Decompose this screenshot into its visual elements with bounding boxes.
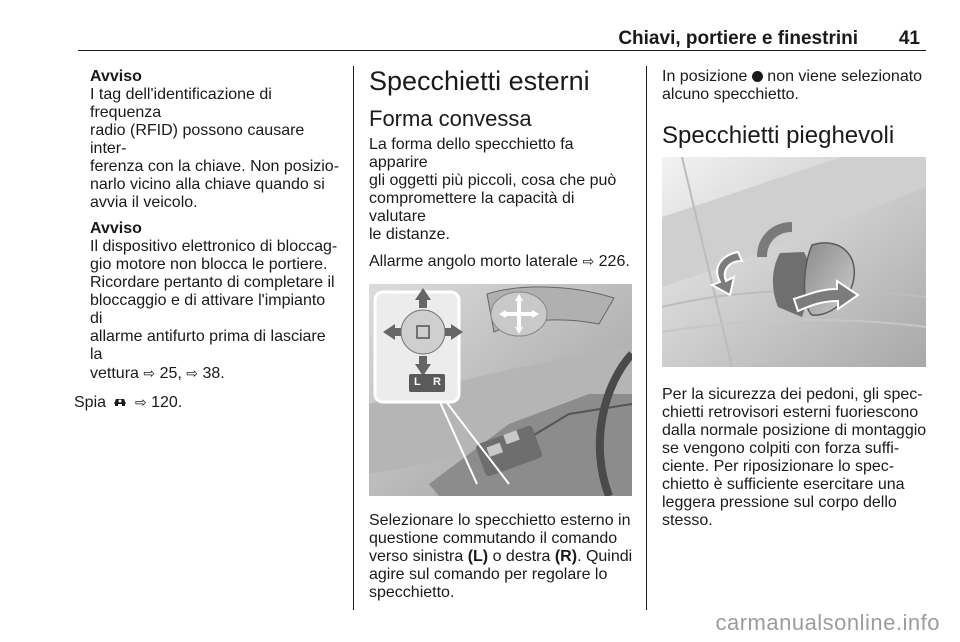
note-line: allarme antifurto prima di lasciare la [90, 328, 326, 363]
reference-arrow-icon[interactable]: ⇨ [186, 365, 198, 381]
body-line: Selezionare lo specchietto esterno in [369, 512, 631, 529]
page-number: 41 [898, 28, 920, 49]
left-label: (L) [467, 548, 489, 565]
note-rfid [80, 68, 342, 212]
note-line: bloccaggio e di attivare l'impianto di [90, 292, 326, 327]
column-rule-left [353, 66, 354, 610]
note-line: Il dispositivo elettronico di bloccag- [90, 238, 338, 255]
note-line: Ricordare pertanto di completare il [90, 274, 335, 291]
body-line: Per la sicurezza dei pedoni, gli spec- [662, 386, 923, 403]
body-line: gli oggetti più piccoli, cosa che può [369, 172, 617, 189]
body-line: agire sul comando per regolare lo [369, 566, 608, 583]
right-column [662, 68, 928, 162]
note-line: avvia il veicolo. [90, 194, 198, 211]
body-line: chietto è sufficiente esercitare una [662, 476, 905, 493]
page-ref-link[interactable]: 38. [202, 365, 225, 382]
switch-label-right: R [433, 376, 441, 388]
immobilizer-lamp-icon [113, 394, 127, 412]
section-title-folding: Specchietti pieghevoli [662, 122, 895, 149]
note-line: gio motore non blocca le portiere. [90, 256, 328, 273]
reference-arrow-icon[interactable]: ⇨ [143, 365, 156, 381]
section-title: Specchietti esterni [369, 66, 590, 96]
mirror-control-figure [369, 284, 632, 496]
right-label: (R) [554, 548, 578, 565]
chapter-title: Chiavi, portiere e finestrini [618, 28, 858, 49]
body-line: specchietto. [369, 584, 455, 601]
middle-column-bottom [369, 512, 635, 602]
body-line: se vengono colpiti con forza suffi- [662, 440, 900, 457]
page-ref-link[interactable]: 120. [151, 394, 183, 411]
body-line: La forma dello specchietto fa apparire [369, 136, 574, 171]
left-column [74, 68, 342, 412]
body-line: le distanze. [369, 226, 450, 243]
note-line: vettura ⇨ 25, ⇨ 38. [90, 365, 225, 382]
column-rule-right [646, 66, 647, 610]
body-line: In posizione non viene selezionato [662, 68, 923, 85]
note-title: Avviso [90, 220, 142, 237]
page-ref-link[interactable]: 226. [598, 253, 630, 270]
body-line: compromettere la capacità di valutare [369, 190, 575, 225]
switch-label-left: L [414, 376, 421, 388]
body-line: questione commutando il comando [369, 530, 618, 547]
page-header [78, 22, 926, 51]
note-line: narlo vicino alla chiave quando si [90, 176, 325, 193]
note-title: Avviso [90, 68, 142, 85]
reference-arrow-icon[interactable]: ⇨ [134, 394, 147, 410]
spia-line: Spia ⇨ 120. [74, 394, 183, 411]
reference-arrow-icon[interactable]: ⇨ [582, 253, 595, 269]
page-ref-link[interactable]: 25, [159, 365, 182, 382]
note-line: radio (RFID) possono causare inter- [90, 122, 305, 157]
neutral-dot-icon [752, 71, 763, 82]
right-column-bottom [662, 386, 928, 530]
body-line: dalla normale posizione di montaggio [662, 422, 927, 439]
body-line: stesso. [662, 512, 713, 529]
folding-mirror-figure [662, 157, 926, 367]
body-line: leggera pressione sul corpo dello [662, 494, 897, 511]
note-line: I tag dell'identificazione di frequenza [90, 86, 272, 121]
note-immobilizer [80, 220, 342, 383]
watermark: carmanualsonline.info [715, 610, 940, 635]
blind-spot-line: Allarme angolo morto laterale ⇨ 226. [369, 253, 630, 270]
body-line: verso sinistra (L) o destra (R). Quindi [369, 548, 633, 565]
body-line: ciente. Per riposizionare lo spec- [662, 458, 895, 475]
subsection-title: Forma convessa [369, 106, 532, 131]
body-line: alcuno specchietto. [662, 86, 799, 103]
body-line: chietti retrovisori esterni fuoriescono [662, 404, 919, 421]
note-line: ferenza con la chiave. Non posizio- [90, 158, 340, 175]
